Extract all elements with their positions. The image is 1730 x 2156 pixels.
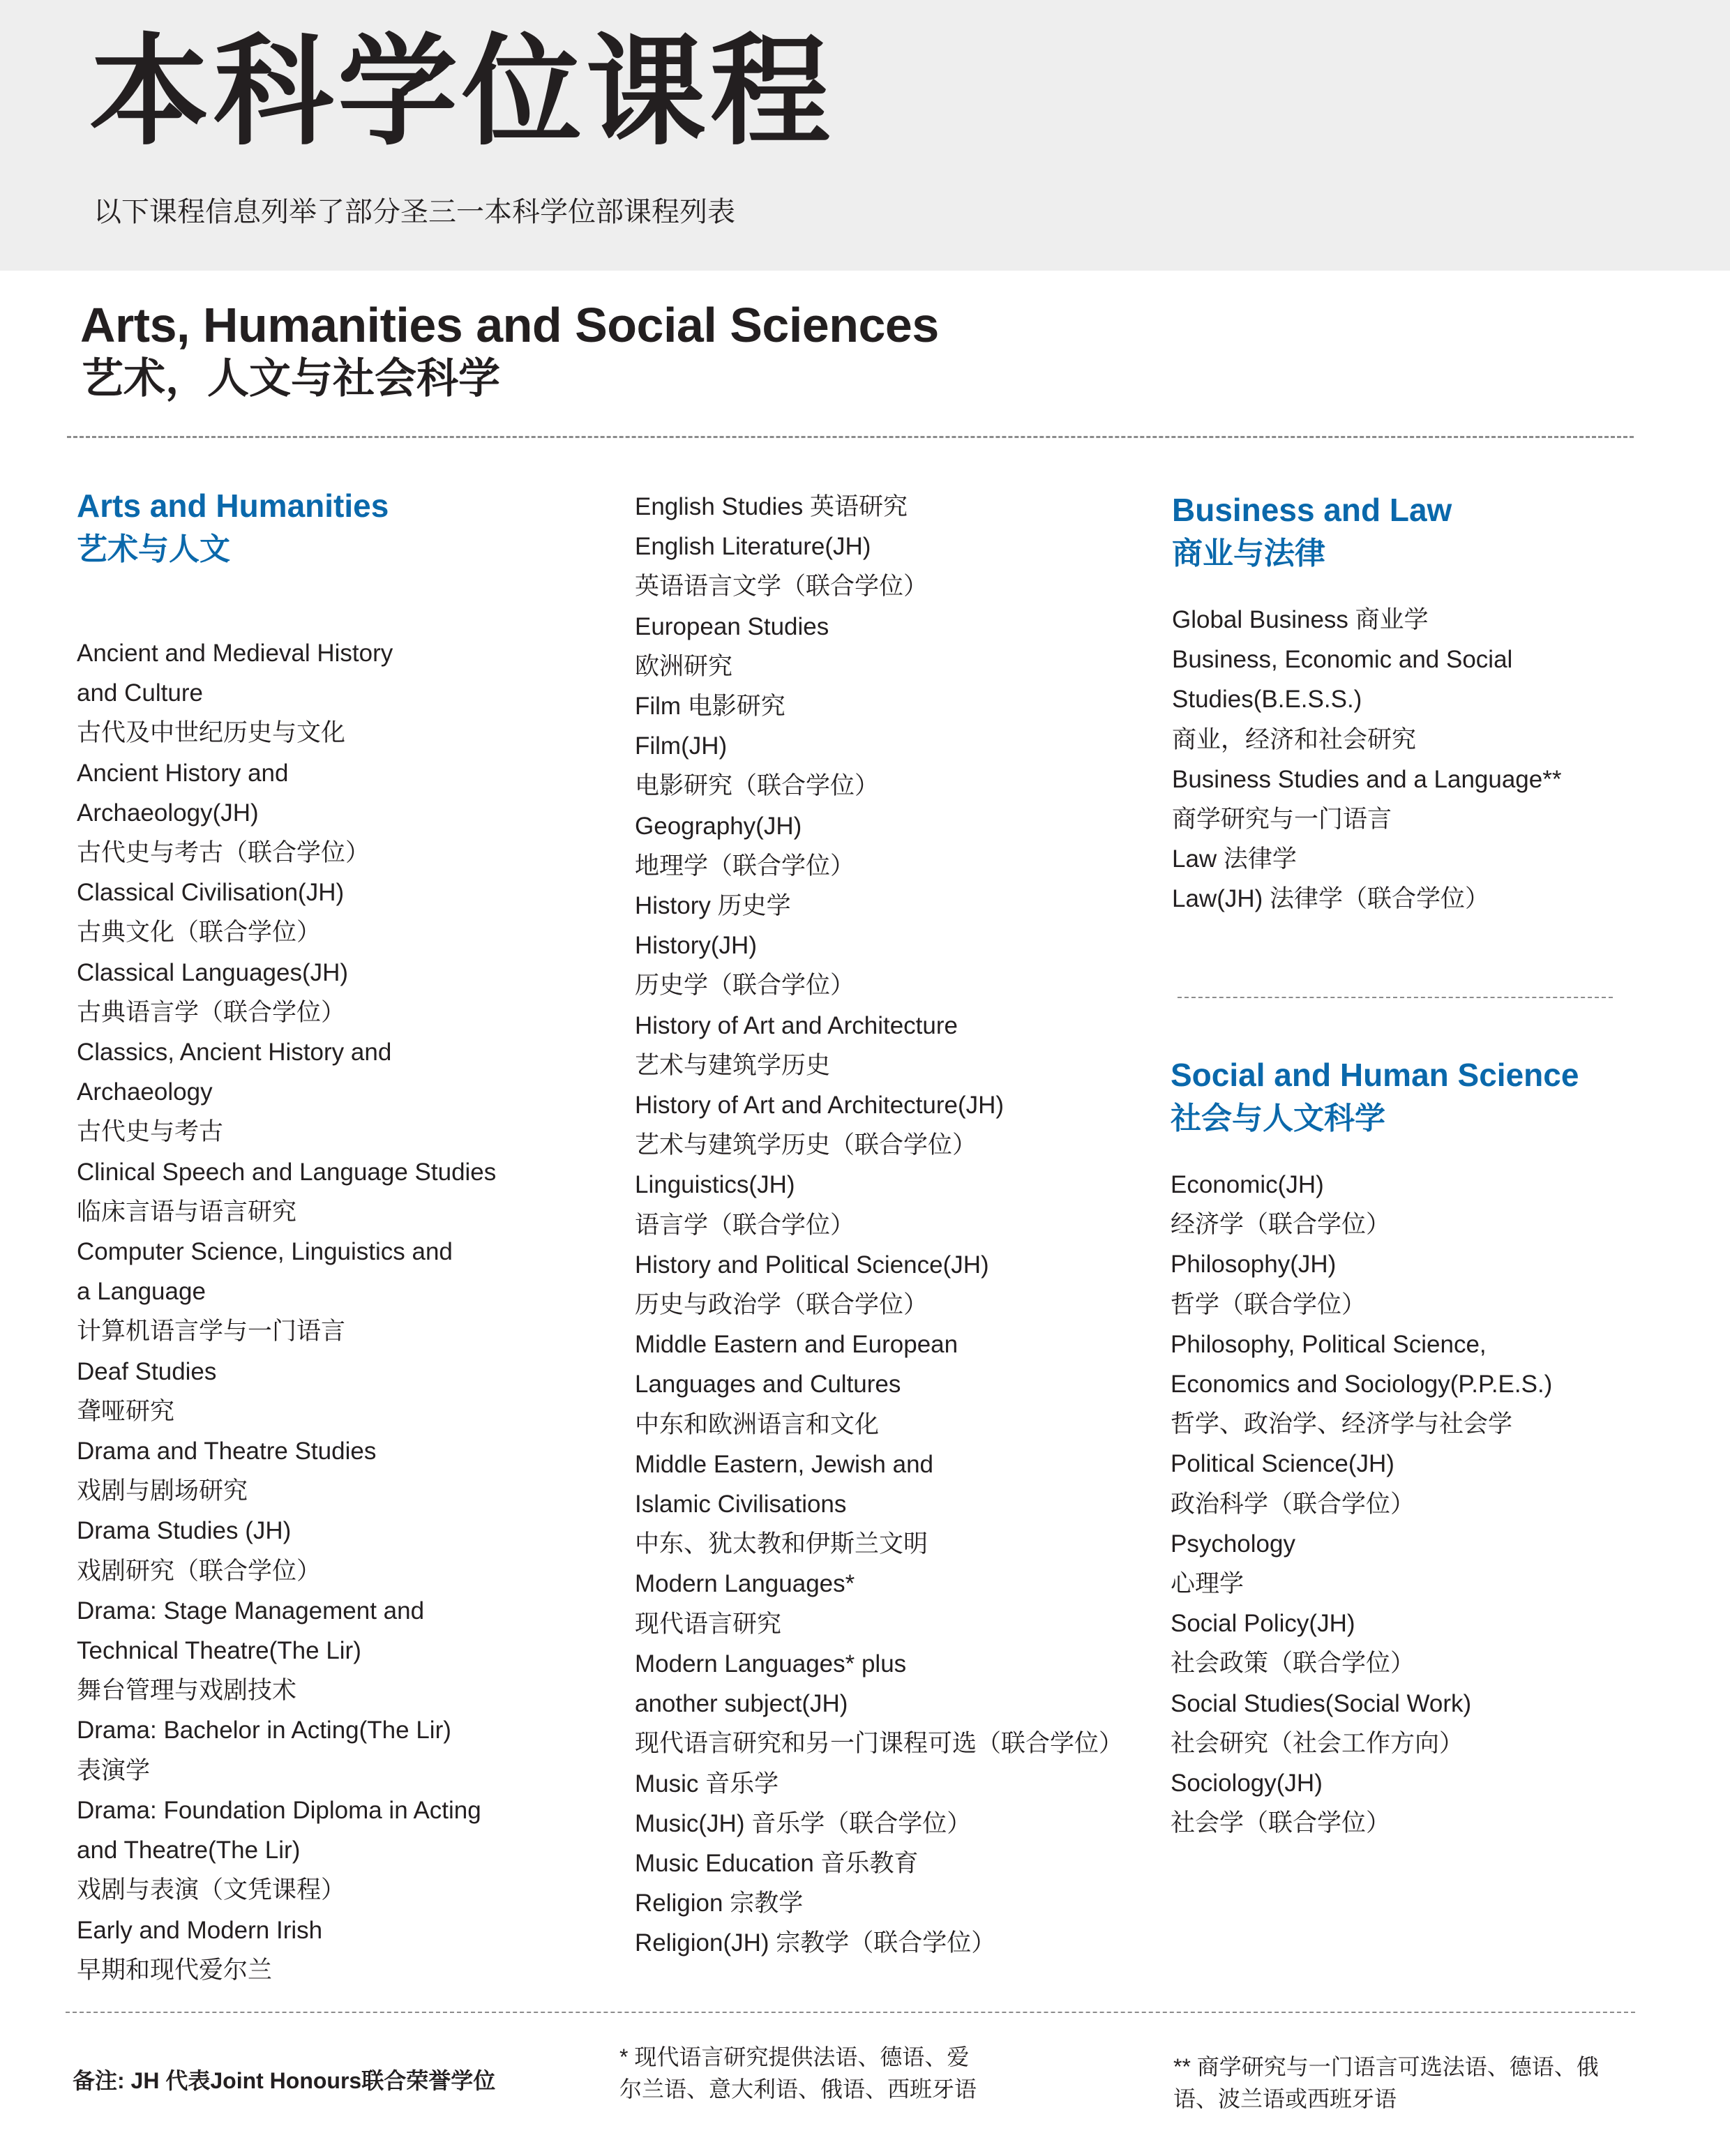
- course-line: Modern Languages*: [635, 1570, 855, 1598]
- course-line: Islamic Civilisations: [635, 1491, 847, 1518]
- page-subtitle: 以下课程信息列举了部分圣三一本科学位部课程列表: [93, 197, 735, 227]
- category-title-english: Arts and Humanities: [77, 488, 389, 524]
- course-line: Sociology(JH): [1171, 1770, 1323, 1797]
- course-line: Technical Theatre(The Lir): [77, 1637, 361, 1665]
- course-line: Philosophy, Political Science,: [1171, 1330, 1487, 1358]
- course-line: 古代史与考古（联合学位）: [77, 839, 370, 867]
- course-line: 商业，经济和社会研究: [1172, 725, 1417, 753]
- category-title-chinese: 社会与人文科学: [1171, 1101, 1385, 1136]
- course-line: 语言学（联合学位）: [635, 1211, 855, 1239]
- course-line: 戏剧研究（联合学位）: [77, 1557, 322, 1585]
- course-line: History and Political Science(JH): [635, 1251, 989, 1279]
- course-line: Linguistics(JH): [635, 1171, 795, 1199]
- course-line: 经济学（联合学位）: [1171, 1211, 1391, 1239]
- course-line: 现代语言研究: [635, 1610, 782, 1638]
- course-line: Modern Languages* plus: [635, 1650, 907, 1678]
- course-line: Deaf Studies: [77, 1357, 217, 1385]
- course-line: English Literature(JH): [635, 533, 871, 561]
- section-title-english: Arts, Humanities and Social Sciences: [80, 298, 939, 352]
- column-business-law: [1172, 488, 1674, 919]
- footnote-jh: 备注: JH 代表Joint Honours联合荣誉学位: [73, 2068, 496, 2093]
- course-line: 欧洲研究: [635, 652, 733, 680]
- course-line: 聋哑研究: [77, 1397, 175, 1425]
- course-line: 表演学: [77, 1756, 151, 1784]
- course-line: History of Art and Architecture: [635, 1011, 958, 1039]
- course-line: Geography(JH): [635, 812, 802, 840]
- course-line: Ancient and Medieval History: [77, 640, 393, 667]
- course-line: Drama and Theatre Studies: [77, 1438, 377, 1465]
- course-line: 电影研究（联合学位）: [635, 772, 880, 800]
- course-line: 临床言语与语言研究: [77, 1198, 297, 1226]
- course-list: [1171, 1165, 1673, 1843]
- course-line: History of Art and Architecture(JH): [635, 1092, 1005, 1120]
- course-line: Languages and Cultures: [635, 1371, 901, 1399]
- course-line: Archaeology: [77, 1078, 213, 1106]
- course-line: Clinical Speech and Language Studies: [77, 1158, 497, 1186]
- course-line: 古典文化（联合学位）: [77, 919, 322, 947]
- column-arts-humanities: [77, 484, 621, 1990]
- course-line: Music Education 音乐教育: [635, 1849, 919, 1877]
- course-line: 古代及中世纪历史与文化: [77, 719, 346, 747]
- course-line: 艺术与建筑学历史: [635, 1051, 831, 1079]
- course-line: Business, Economic and Social: [1172, 646, 1513, 674]
- course-line: Archaeology(JH): [77, 799, 259, 827]
- course-line: 古代史与考古: [77, 1118, 224, 1146]
- course-line: European Studies: [635, 612, 829, 640]
- course-line: Global Business 商业学: [1172, 606, 1429, 633]
- column-arts-humanities-continued: [635, 487, 1165, 1963]
- course-line: Film 电影研究: [635, 693, 785, 721]
- course-line: Drama Studies (JH): [77, 1517, 292, 1545]
- course-line: Classical Languages(JH): [77, 958, 349, 986]
- course-line: 英语语言文学（联合学位）: [635, 573, 928, 601]
- course-line: 艺术与建筑学历史（联合学位）: [635, 1131, 977, 1159]
- course-line: 中东和欧洲语言和文化: [635, 1410, 880, 1438]
- course-line: Religion 宗教学: [635, 1890, 804, 1917]
- course-line: 地理学（联合学位）: [635, 852, 855, 880]
- course-line: 社会研究（社会工作方向）: [1171, 1729, 1464, 1757]
- footnote-business-language: ** 商学研究与一门语言可选法语、德语、俄语、波兰语或西班牙语: [1173, 2054, 1599, 2111]
- course-line: Business Studies and a Language**: [1172, 765, 1562, 793]
- course-line: 商学研究与一门语言: [1172, 806, 1392, 834]
- course-line: Religion(JH) 宗教学（联合学位）: [635, 1929, 996, 1957]
- course-line: Law(JH) 法律学（联合学位）: [1172, 885, 1490, 913]
- course-line: and Theatre(The Lir): [77, 1837, 301, 1864]
- course-line: another subject(JH): [635, 1690, 848, 1718]
- course-line: Middle Eastern and European: [635, 1331, 958, 1359]
- course-line: 社会学（联合学位）: [1171, 1809, 1391, 1837]
- course-line: Drama: Stage Management and: [77, 1597, 425, 1624]
- course-line: Studies(B.E.S.S.): [1172, 686, 1362, 714]
- course-line: Drama: Foundation Diploma in Acting: [77, 1796, 481, 1824]
- course-line: Computer Science, Linguistics and: [77, 1238, 453, 1266]
- course-line: 戏剧与剧场研究: [77, 1477, 248, 1505]
- course-line: 古典语言学（联合学位）: [77, 998, 346, 1026]
- course-list: [1172, 600, 1674, 919]
- course-line: Ancient History and: [77, 759, 289, 787]
- course-line: and Culture: [77, 679, 203, 707]
- course-line: 早期和现代爱尔兰: [77, 1956, 273, 1984]
- course-line: Social Policy(JH): [1171, 1610, 1355, 1638]
- category-title-english: Business and Law: [1172, 492, 1452, 528]
- category-title-chinese: 商业与法律: [1172, 536, 1325, 571]
- category-title-english: Social and Human Science: [1171, 1057, 1579, 1093]
- course-line: Music 音乐学: [635, 1770, 779, 1797]
- course-line: 现代语言研究和另一门课程可选（联合学位）: [635, 1730, 1124, 1758]
- course-list: [635, 487, 1165, 1963]
- course-line: 舞台管理与戏剧技术: [77, 1677, 297, 1705]
- course-line: Economics and Sociology(P.P.E.S.): [1171, 1371, 1553, 1399]
- course-line: 政治科学（联合学位）: [1171, 1490, 1415, 1518]
- course-line: 心理学: [1171, 1570, 1244, 1598]
- course-line: a Language: [77, 1278, 206, 1306]
- page-title: 本科学位课程: [89, 25, 834, 159]
- course-line: Middle Eastern, Jewish and: [635, 1450, 933, 1478]
- course-line: Early and Modern Irish: [77, 1916, 323, 1944]
- course-line: 戏剧与表演（文凭课程）: [77, 1876, 346, 1904]
- course-line: Philosophy(JH): [1171, 1251, 1337, 1279]
- course-line: Law 法律学: [1172, 845, 1297, 873]
- footnote-modern-languages: * 现代语言研究提供法语、德语、爱尔兰语、意大利语、俄语、西班牙语: [619, 2044, 977, 2102]
- course-line: 历史与政治学（联合学位）: [635, 1291, 928, 1319]
- section-title-chinese: 艺术，人文与社会科学: [82, 355, 500, 402]
- column-social-human-science: [1171, 1053, 1673, 1843]
- divider-middle: [1178, 997, 1613, 998]
- course-line: 计算机语言学与一门语言: [77, 1318, 346, 1345]
- divider-top: [67, 436, 1634, 438]
- course-line: Drama: Bachelor in Acting(The Lir): [77, 1717, 451, 1744]
- course-line: Social Studies(Social Work): [1171, 1689, 1472, 1717]
- course-line: Classical Civilisation(JH): [77, 879, 345, 907]
- course-line: Film(JH): [635, 732, 728, 760]
- course-line: History(JH): [635, 932, 757, 960]
- course-line: 历史学（联合学位）: [635, 972, 855, 1000]
- course-line: Political Science(JH): [1171, 1450, 1394, 1478]
- course-line: Psychology: [1171, 1530, 1295, 1558]
- course-line: 中东、犹太教和伊斯兰文明: [635, 1530, 928, 1558]
- divider-bottom: [66, 2012, 1635, 2013]
- category-title-chinese: 艺术与人文: [77, 532, 230, 566]
- course-line: Music(JH) 音乐学（联合学位）: [635, 1809, 972, 1837]
- course-line: Classics, Ancient History and: [77, 1039, 392, 1066]
- course-line: 哲学、政治学、经济学与社会学: [1171, 1410, 1513, 1438]
- course-line: Economic(JH): [1171, 1171, 1324, 1198]
- course-line: 社会政策（联合学位）: [1171, 1650, 1415, 1678]
- course-list: [77, 633, 621, 1990]
- course-line: History 历史学: [635, 892, 791, 920]
- course-line: 哲学（联合学位）: [1171, 1290, 1367, 1318]
- course-line: English Studies 英语研究: [635, 493, 908, 520]
